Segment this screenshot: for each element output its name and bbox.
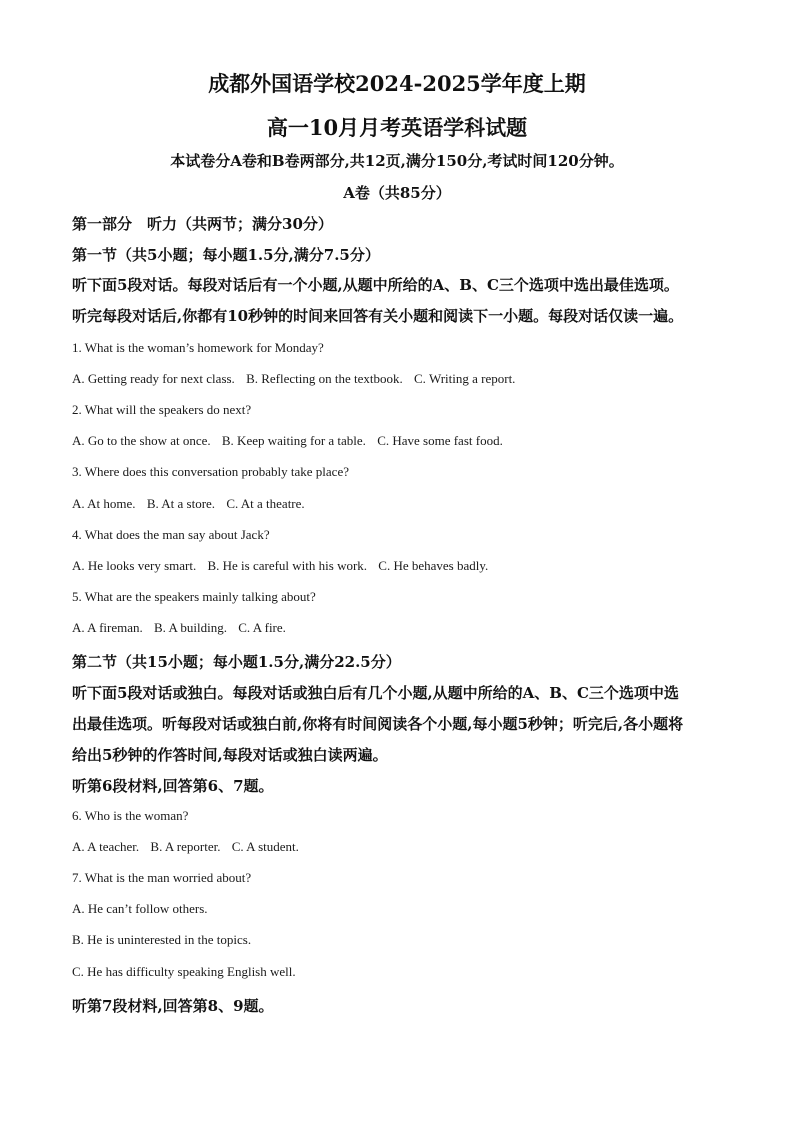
option-a: A. Getting ready for next class. (72, 371, 235, 386)
section2-instruction: 听下面5段对话或独白。每段对话或独白后有几个小题,从题中所给的A、B、C三个选项中选 (72, 684, 679, 702)
option-a: A. He looks very smart. (72, 558, 197, 573)
option-b: B. A building. (154, 620, 227, 635)
section1-heading: 第一节（共5小题；每小题1.5分,满分7.5分） (72, 246, 380, 264)
section1-instruction: 听完每段对话后,你都有10秒钟的时间来回答有关小题和阅读下一小题。每段对话仅读一遍。 (72, 307, 684, 325)
option-b: B. Keep waiting for a table. (221, 433, 366, 448)
option-a: A. He can’t follow others. (72, 901, 208, 916)
question-stem: 6. Who is the woman? (72, 808, 189, 823)
option-a: A. At home. (72, 496, 136, 511)
option-c: C. He behaves badly. (378, 558, 489, 573)
material-6-heading: 听第6段材料,回答第6、7题。 (72, 777, 274, 795)
question-stem: 3. Where does this conversation probably take place? (72, 464, 349, 479)
exam-title: 成都外国语学校2024-2025学年度上期 (208, 71, 586, 96)
question-stem: 5. What are the speakers mainly talking about? (72, 589, 316, 604)
section2-instruction: 出最佳选项。听每段对话或独白前,你将有时间阅读各个小题,每小题5秒钟；听完后,各小题将 (72, 715, 684, 733)
option-b: B. He is careful with his work. (207, 558, 368, 573)
option-b: B. At a store. (146, 496, 216, 511)
option-b: B. A reporter. (150, 839, 221, 854)
option-b: B. He is uninterested in the topics. (72, 932, 252, 947)
volume-a-heading: A卷（共85分） (343, 184, 451, 202)
section2-instruction: 给出5秒钟的作答时间,每段对话或独白读两遍。 (72, 746, 388, 764)
option-c: C. Writing a report. (414, 371, 516, 386)
option-a: A. Go to the show at once. (72, 433, 211, 448)
exam-subtitle: 高一10月月考英语学科试题 (266, 115, 528, 140)
section2-heading: 第二节（共15小题；每小题1.5分,满分22.5分） (72, 653, 401, 671)
option-c: C. A fire. (238, 620, 286, 635)
option-c: C. He has difficulty speaking English well. (72, 964, 296, 979)
option-b: B. Reflecting on the textbook. (246, 371, 403, 386)
option-a: A. A fireman. (72, 620, 143, 635)
question-stem: 7. What is the man worried about? (72, 870, 252, 885)
option-c: C. Have some fast food. (377, 433, 503, 448)
material-7-heading: 听第7段材料,回答第8、9题。 (72, 997, 274, 1015)
question-options (72, 839, 299, 855)
option-c: C. A student. (231, 839, 299, 854)
option-a: A. A teacher. (72, 839, 140, 854)
question-stem: 4. What does the man say about Jack? (72, 527, 270, 542)
question-options (72, 371, 515, 387)
question-stem: 2. What will the speakers do next? (72, 402, 252, 417)
question-stem: 1. What is the woman’s homework for Monday? (72, 340, 324, 355)
question-options (72, 558, 488, 574)
section1-instruction: 听下面5段对话。每段对话后有一个小题,从题中所给的A、B、C三个选项中选出最佳选项。 (72, 276, 679, 294)
question-options (72, 620, 286, 636)
part1-heading: 第一部分 听力（共两节；满分30分） (72, 215, 333, 233)
option-c: C. At a theatre. (226, 496, 305, 511)
exam-info: 本试卷分A卷和B卷两部分,共12页,满分150分,考试时间120分钟。 (170, 152, 624, 170)
question-options (72, 496, 305, 512)
question-options (72, 433, 503, 449)
